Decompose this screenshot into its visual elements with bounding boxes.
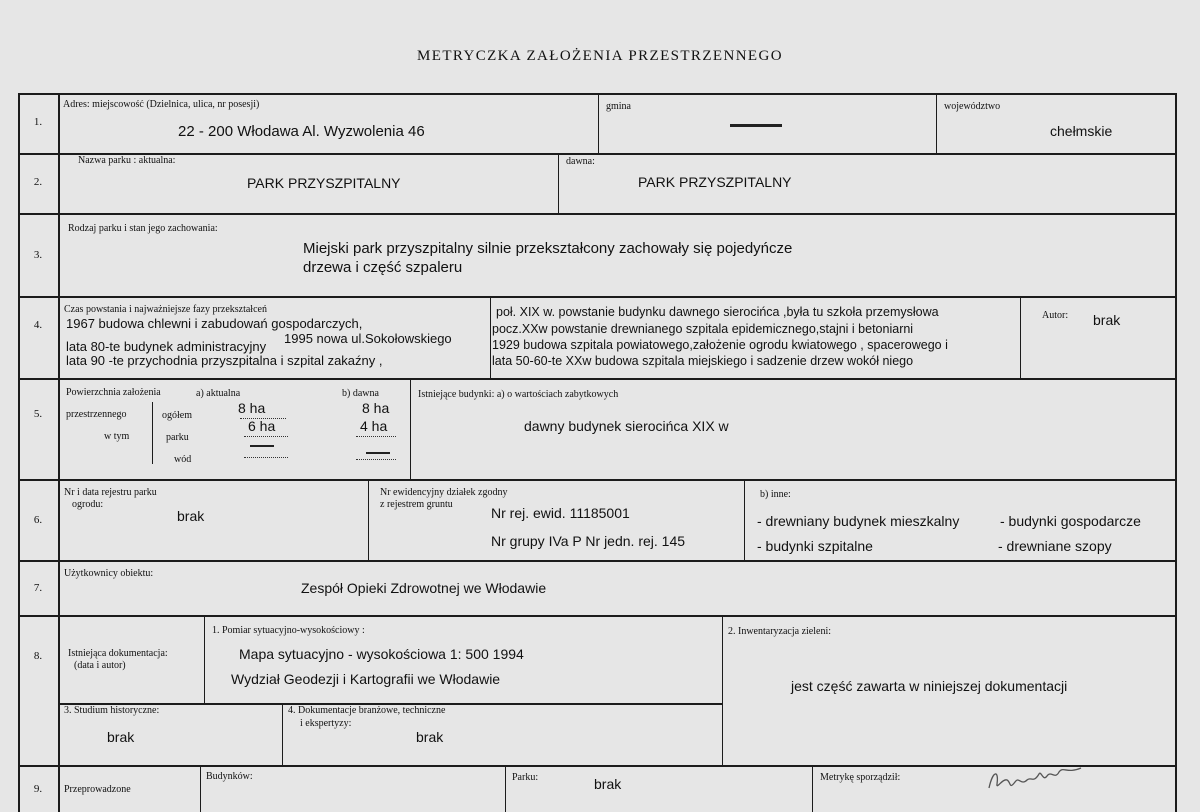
phase-line: poł. XIX w. powstanie budynku dawnego sierocińca ,była tu szkoła przemysłowa bbox=[496, 305, 939, 319]
current-name-value: PARK PRZYSZPITALNY bbox=[247, 175, 401, 191]
cell-divider bbox=[490, 296, 491, 378]
plots-value: Nr grupy IVa P Nr jedn. rej. 145 bbox=[491, 533, 686, 549]
row-number: 5. bbox=[33, 408, 43, 420]
phase-line: lata 50-60-te XXw budowa szpitala miejskiego i sadzenie drzew wokół niego bbox=[492, 354, 914, 368]
total-label: ogółem bbox=[162, 410, 192, 421]
cell-divider bbox=[812, 765, 813, 812]
area-current-header: a) aktualna bbox=[196, 388, 241, 399]
historical-study-value: brak bbox=[107, 729, 135, 745]
cell-divider bbox=[204, 615, 205, 703]
register-label: Nr i data rejestru parku bbox=[64, 487, 157, 498]
park-conducted-label: Parku: bbox=[512, 772, 539, 783]
total-former-value: 8 ha bbox=[362, 400, 390, 416]
cell-divider bbox=[936, 93, 937, 153]
cell-divider bbox=[368, 479, 369, 560]
gmina-empty-dash bbox=[730, 124, 782, 127]
other-building-item: - budynki szpitalne bbox=[757, 538, 873, 554]
cell-divider bbox=[282, 703, 283, 765]
row-number: 6. bbox=[33, 514, 43, 526]
conducted-label: Przeprowadzone bbox=[64, 784, 131, 795]
prepared-by-label: Metrykę sporządził: bbox=[820, 772, 901, 783]
area-former-header: b) dawna bbox=[342, 388, 379, 399]
cell-divider bbox=[1020, 296, 1021, 378]
phase-line: 1929 budowa szpitala powiatowego,założenie ogrodu kwiatowego , spacerowego i bbox=[492, 338, 948, 352]
cell-divider bbox=[722, 615, 723, 765]
dotted-underline bbox=[356, 436, 396, 437]
row-number: 2. bbox=[33, 176, 43, 188]
cell-divider bbox=[598, 93, 599, 153]
water-current-empty-dash bbox=[250, 445, 274, 447]
other-building-item: - budynki gospodarcze bbox=[1000, 513, 1141, 529]
row-number: 4. bbox=[33, 319, 43, 331]
voivodeship-label: województwo bbox=[944, 101, 1001, 112]
dotted-underline bbox=[244, 436, 288, 437]
cell-divider bbox=[744, 479, 745, 560]
dotted-underline bbox=[244, 457, 288, 458]
documentation-label: Istniejąca dokumentacja: bbox=[68, 648, 168, 659]
other-building-item: - drewniane szopy bbox=[998, 538, 1112, 554]
cell-divider bbox=[152, 402, 153, 464]
users-label: Użytkownicy obiektu: bbox=[64, 568, 154, 579]
row-number: 9. bbox=[33, 783, 43, 795]
inventory-label: 2. Inwentaryzacja zieleni: bbox=[728, 626, 831, 637]
voivodeship-value: chełmskie bbox=[1050, 123, 1113, 139]
cell-divider bbox=[505, 765, 506, 812]
inventory-value: jest część zawarta w niniejszej dokumentacji bbox=[791, 678, 1068, 694]
phase-line: lata 80-te budynek administracyjny bbox=[66, 339, 267, 354]
current-name-label: Nazwa parku : aktualna: bbox=[78, 155, 176, 166]
row-divider bbox=[18, 296, 1176, 298]
park-type-value-line2: drzewa i część szpaleru bbox=[303, 259, 463, 276]
branch-docs-value: brak bbox=[416, 729, 444, 745]
park-type-value-line1: Miejski park przyszpitalny silnie przekształcony zachowały się pojedyńcze bbox=[303, 240, 793, 257]
cell-divider bbox=[558, 153, 559, 213]
row-divider bbox=[18, 560, 1176, 562]
author-label: Autor: bbox=[1042, 310, 1069, 321]
survey-label: 1. Pomiar sytuacyjno-wysokościowy : bbox=[212, 625, 365, 636]
inner-box-border bbox=[490, 378, 1020, 379]
register-value: brak bbox=[177, 508, 205, 524]
gmina-label: gmina bbox=[606, 101, 631, 112]
park-former-value: 4 ha bbox=[360, 418, 388, 434]
branch-docs-label: 4. Dokumentacje branżowe, techniczne bbox=[288, 705, 446, 716]
park-current-value: 6 ha bbox=[248, 418, 276, 434]
park-conducted-value: brak bbox=[594, 776, 622, 792]
row-divider bbox=[18, 153, 1176, 155]
park-type-label: Rodzaj parku i stan jego zachowania: bbox=[68, 223, 218, 234]
plots-label: Nr ewidencyjny działek zgodny bbox=[380, 487, 508, 498]
table-top-border bbox=[18, 93, 1176, 95]
former-name-value: PARK PRZYSZPITALNY bbox=[638, 174, 792, 190]
buildings-conducted-label: Budynków: bbox=[206, 771, 253, 782]
author-value: brak bbox=[1093, 312, 1121, 328]
row-number: 3. bbox=[33, 249, 43, 261]
phase-line: 1995 nowa ul.Sokołowskiego bbox=[284, 331, 452, 346]
address-label: Adres: miejscowość (Dzielnica, ulica, nr posesji) bbox=[63, 99, 260, 110]
row-divider bbox=[18, 213, 1176, 215]
water-former-empty-dash bbox=[366, 452, 390, 454]
survey-value: Wydział Geodezji i Kartografii we Włodawie bbox=[231, 671, 501, 687]
register-label: ogrodu: bbox=[72, 499, 104, 510]
water-area-label: wód bbox=[174, 454, 192, 465]
total-current-value: 8 ha bbox=[238, 400, 266, 416]
address-value: 22 - 200 Włodawa Al. Wyzwolenia 46 bbox=[178, 123, 425, 140]
branch-docs-label: i ekspertyzy: bbox=[300, 718, 352, 729]
row-number: 1. bbox=[33, 116, 43, 128]
plots-value: Nr rej. ewid. 11185001 bbox=[491, 505, 630, 521]
history-phases-label: Czas powstania i najważniejsze fazy przekształceń bbox=[64, 304, 267, 315]
area-label: Powierzchnia założenia bbox=[66, 387, 161, 398]
cell-divider bbox=[410, 378, 411, 479]
buildings-label: Istniejące budynki: a) o wartościach zabytkowych bbox=[418, 389, 619, 400]
document-title: METRYCZKA ZAŁOŻENIA PRZESTRZENNEGO bbox=[417, 48, 783, 64]
phase-line: pocz.XXw powstanie drewnianego szpitala epidemicznego,stajni i betoniarni bbox=[492, 322, 914, 336]
row-divider bbox=[18, 615, 1176, 617]
row-divider bbox=[18, 479, 1176, 481]
phase-line: 1967 budowa chlewni i zabudowań gospodarczych, bbox=[66, 316, 363, 331]
former-name-label: dawna: bbox=[566, 156, 595, 167]
historical-study-label: 3. Studium historyczne: bbox=[64, 705, 160, 716]
area-label: w tym bbox=[104, 431, 130, 442]
users-value: Zespół Opieki Zdrowotnej we Włodawie bbox=[301, 580, 547, 596]
phase-line: lata 90 -te przychodnia przyszpitalna i szpital zakaźny , bbox=[66, 353, 383, 368]
documentation-label: (data i autor) bbox=[74, 660, 126, 671]
table-right-border bbox=[1175, 93, 1177, 812]
park-area-label: parku bbox=[166, 432, 189, 443]
other-buildings-label: b) inne: bbox=[760, 489, 791, 500]
handwritten-signature bbox=[985, 760, 1085, 796]
other-building-item: - drewniany budynek mieszkalny bbox=[757, 513, 960, 529]
survey-value: Mapa sytuacyjno - wysokościowa 1: 500 1994 bbox=[239, 646, 524, 662]
row-number: 7. bbox=[33, 582, 43, 594]
buildings-value: dawny budynek sierocińca XIX w bbox=[524, 418, 729, 434]
plots-label: z rejestrem gruntu bbox=[380, 499, 453, 510]
cell-divider bbox=[200, 765, 201, 812]
table-left-border bbox=[18, 93, 20, 812]
area-label: przestrzennego bbox=[66, 409, 127, 420]
dotted-underline bbox=[356, 459, 396, 460]
number-column-border bbox=[58, 93, 60, 812]
row-number: 8. bbox=[33, 650, 43, 662]
